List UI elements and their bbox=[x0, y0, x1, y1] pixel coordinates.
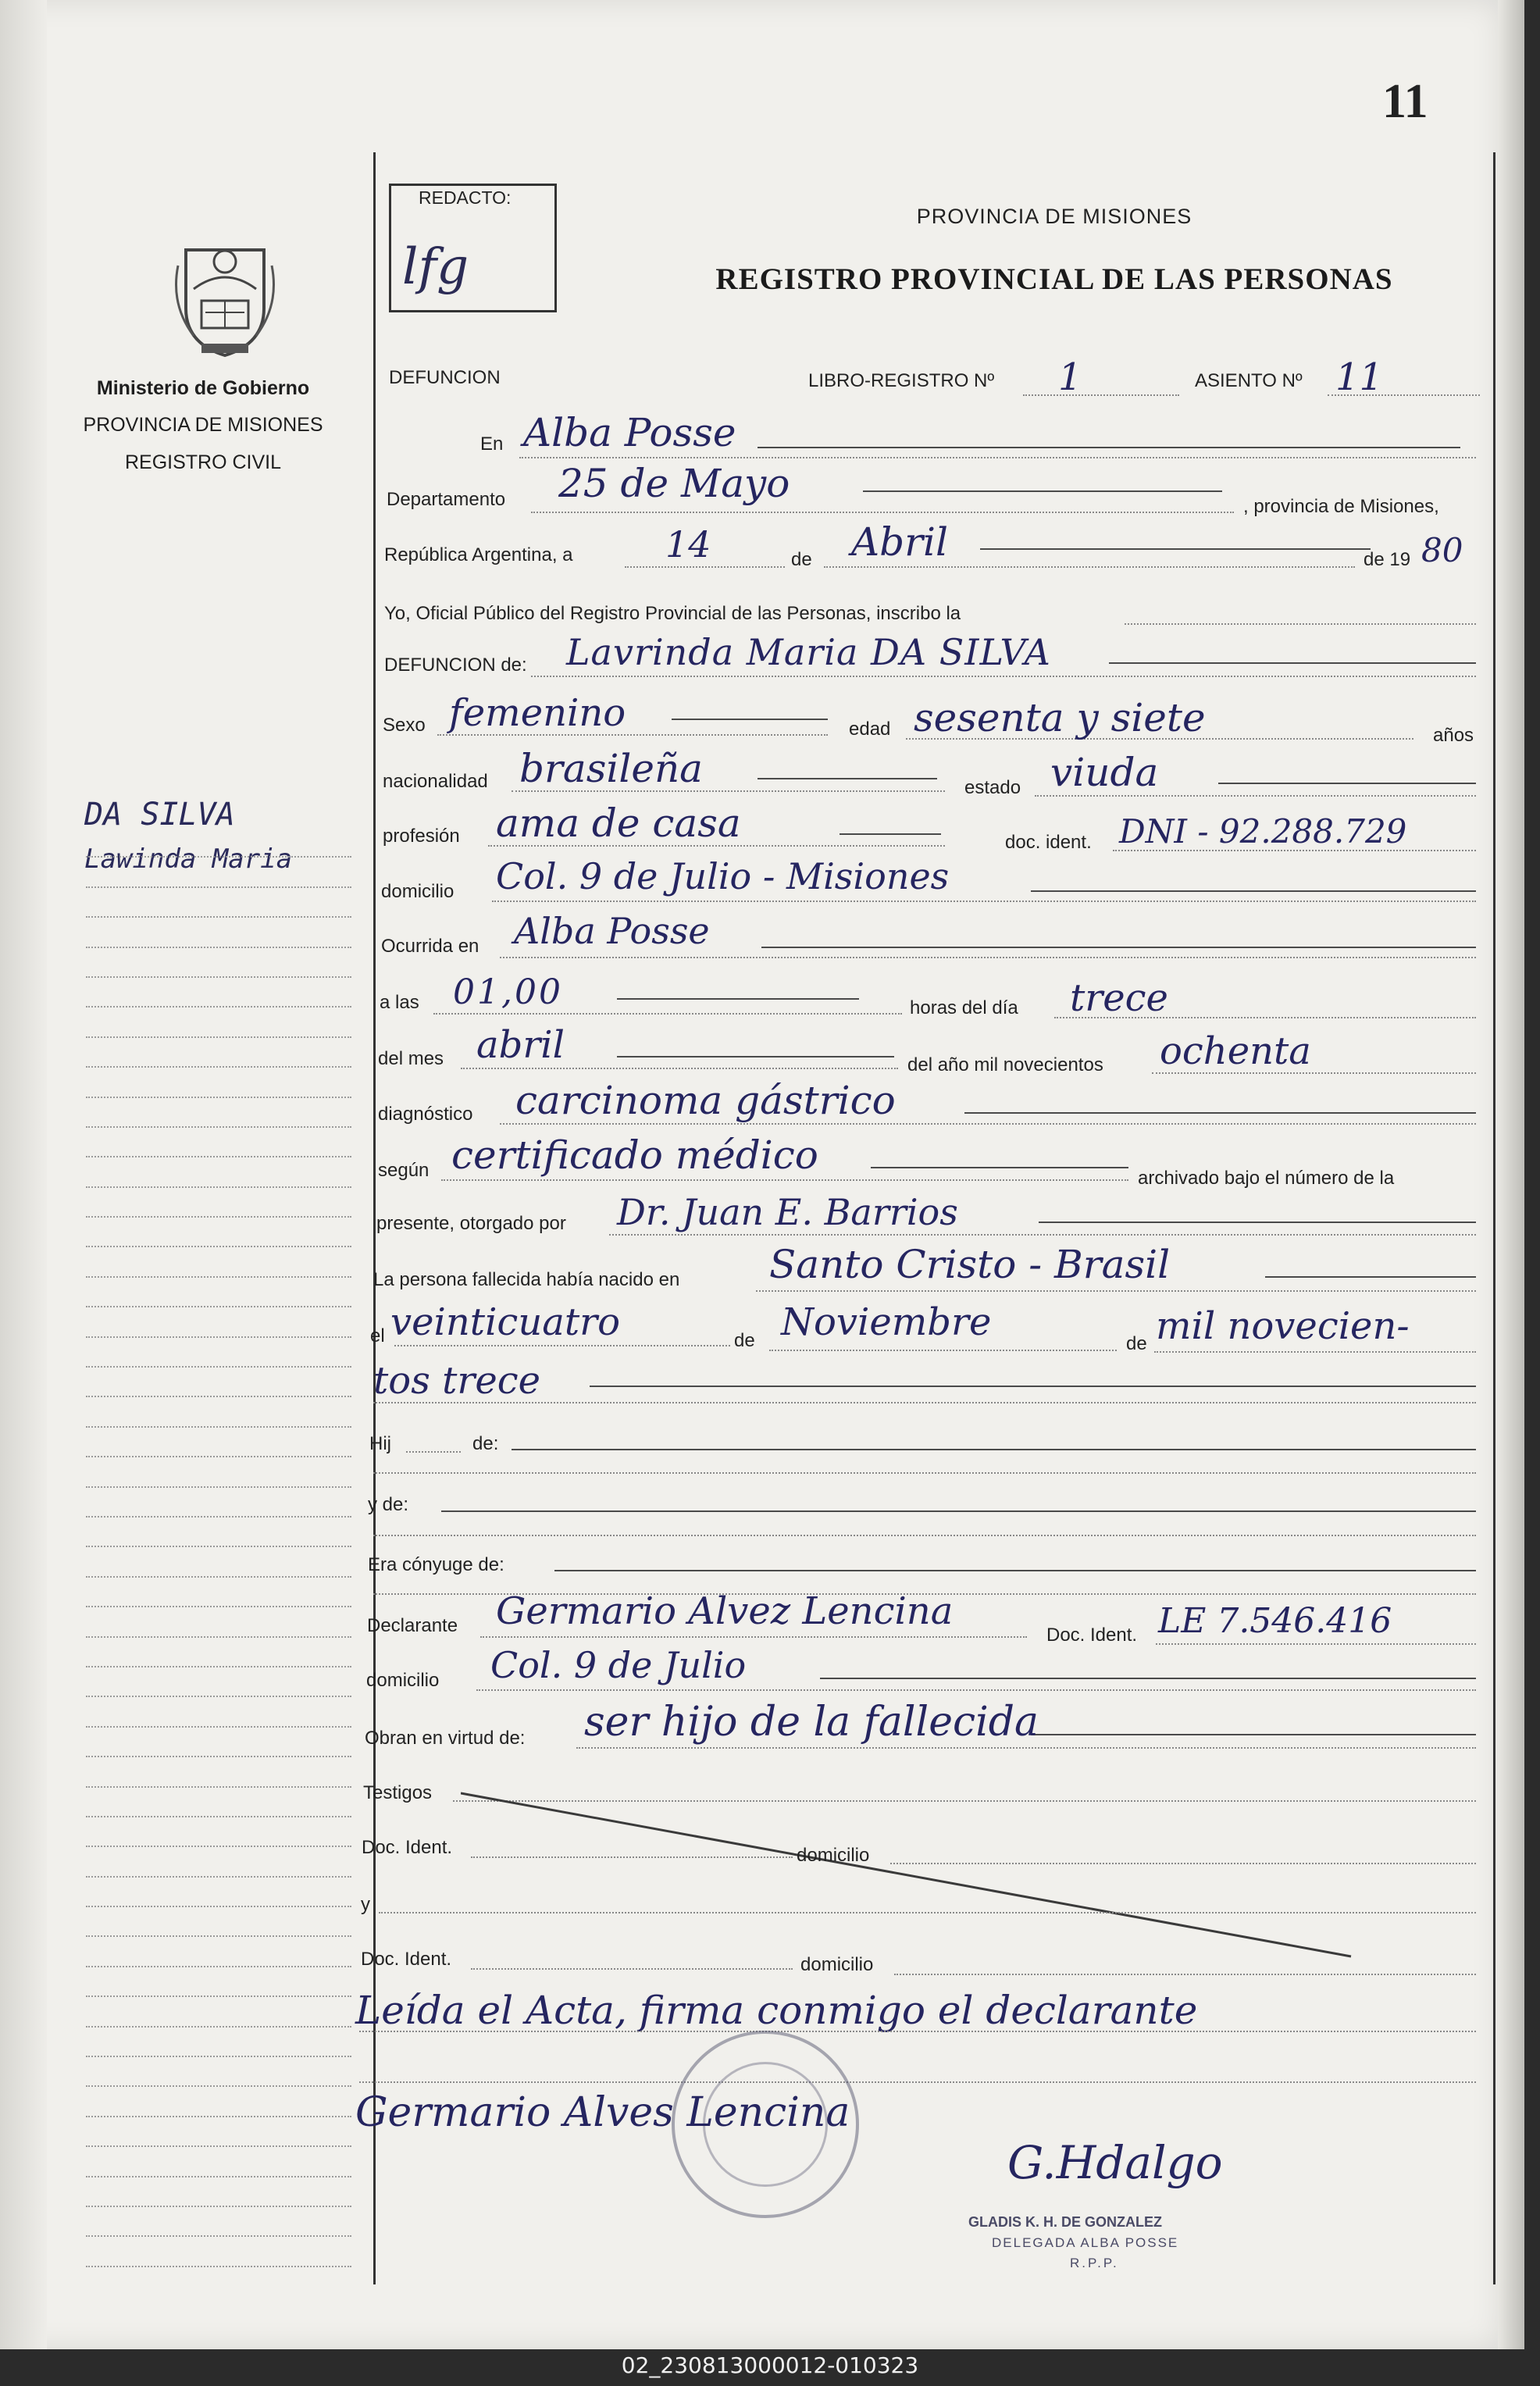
margin-given-names: Lawinda Maria bbox=[84, 843, 293, 875]
diagnostico-stroke bbox=[964, 1112, 1476, 1114]
ministry-registry: REGISTRO CIVIL bbox=[124, 451, 282, 473]
officer-stamp-line-1: GLADIS K. H. DE GONZALEZ bbox=[968, 2214, 1163, 2230]
mes-stroke bbox=[980, 548, 1371, 550]
nac-dia-value: veinticuatro bbox=[390, 1300, 620, 1344]
test2-doc-line bbox=[471, 1968, 793, 1970]
libro-line bbox=[1023, 394, 1179, 396]
ano-value: 80 bbox=[1421, 531, 1463, 569]
mes-texto-value: abril bbox=[476, 1023, 565, 1067]
conyuge-label: Era cónyuge de: bbox=[368, 1554, 504, 1575]
obran-value: ser hijo de la fallecida bbox=[584, 1699, 1039, 1746]
departamento-value: 25 de Mayo bbox=[558, 461, 790, 506]
en-stroke bbox=[758, 447, 1460, 448]
conyuge-line-1 bbox=[554, 1570, 1476, 1571]
otorgado-stroke bbox=[1039, 1222, 1476, 1223]
defuncion-de-label: DEFUNCION de: bbox=[384, 654, 527, 676]
asiento-value: 11 bbox=[1335, 355, 1384, 399]
image-id-caption: 02_230813000012-010323 bbox=[621, 2352, 919, 2378]
presente-label: presente, otorgado por bbox=[376, 1213, 566, 1234]
margin-lines bbox=[86, 828, 351, 2267]
a-las-label: a las bbox=[380, 992, 419, 1013]
profesion-value: ama de casa bbox=[496, 801, 741, 846]
y-de-line-2 bbox=[373, 1535, 1476, 1536]
officer-stamp-line-2: DELEGADA ALBA POSSE bbox=[992, 2235, 1179, 2250]
departamento-label: Departamento bbox=[387, 489, 506, 510]
hij-de-label: de: bbox=[472, 1433, 499, 1454]
mes-texto-stroke bbox=[617, 1056, 894, 1057]
ministry-label: Ministerio de Gobierno bbox=[96, 377, 310, 399]
ano-texto-value: ochenta bbox=[1160, 1029, 1311, 1073]
ocurrida-stroke bbox=[761, 947, 1476, 948]
hora-line bbox=[433, 1013, 902, 1015]
test-y-label: y bbox=[361, 1894, 370, 1915]
decl-doc-label: Doc. Ident. bbox=[1046, 1625, 1138, 1646]
nac-ano-line bbox=[1154, 1351, 1476, 1353]
ocurrida-value: Alba Posse bbox=[514, 910, 710, 952]
nacido-label: La persona fallecida había nacido en bbox=[373, 1269, 680, 1290]
page-edge bbox=[1498, 0, 1524, 2349]
libro-value: 1 bbox=[1058, 355, 1082, 399]
nombre-line bbox=[531, 676, 1476, 677]
decl-domicilio-stroke bbox=[820, 1678, 1476, 1679]
otorgado-line bbox=[609, 1234, 1476, 1236]
nacido-stroke bbox=[1265, 1276, 1476, 1278]
test2-domicilio-label: domicilio bbox=[800, 1954, 874, 1975]
en-line bbox=[519, 457, 1476, 458]
nac-ano-value-2: tos trece bbox=[373, 1359, 541, 1403]
hij-label: Hij bbox=[369, 1433, 391, 1454]
nac-mes-value: Noviembre bbox=[781, 1300, 992, 1344]
obran-stroke bbox=[1031, 1734, 1476, 1735]
nacionalidad-stroke bbox=[758, 778, 937, 779]
mes-value: Abril bbox=[851, 519, 948, 565]
segun-value: certificado médico bbox=[451, 1132, 818, 1178]
test1-domicilio-line bbox=[890, 1863, 1476, 1864]
mes-line bbox=[824, 566, 1355, 568]
otorgado-value: Dr. Juan E. Barrios bbox=[617, 1191, 958, 1233]
decl-domicilio-value: Col. 9 de Julio bbox=[490, 1644, 747, 1686]
sexo-label: Sexo bbox=[383, 715, 426, 736]
test2-line bbox=[379, 1912, 1476, 1913]
test1-doc-line bbox=[471, 1856, 793, 1858]
edad-label: edad bbox=[849, 719, 891, 740]
page-number: 11 bbox=[1382, 75, 1428, 128]
test2-doc-label: Doc. Ident. bbox=[361, 1949, 452, 1970]
hora-value: 01,00 bbox=[453, 972, 563, 1012]
redacto-label: REDACTO: bbox=[419, 187, 512, 208]
nacionalidad-value: brasileña bbox=[519, 746, 703, 791]
ocurrida-label: Ocurrida en bbox=[381, 936, 479, 957]
diagnostico-value: carcinoma gástrico bbox=[515, 1078, 896, 1123]
de-label: de bbox=[791, 549, 812, 570]
domicilio-stroke bbox=[1031, 890, 1476, 892]
nac-de2-label: de bbox=[1126, 1333, 1147, 1354]
closing-line-2 bbox=[359, 2081, 1476, 2083]
decl-doc-value: LE 7.546.416 bbox=[1158, 1601, 1392, 1641]
departamento-line bbox=[531, 512, 1234, 513]
nac-mes-line bbox=[769, 1350, 1117, 1351]
right-rule bbox=[1493, 152, 1495, 2284]
oficial-line bbox=[1125, 623, 1476, 625]
el-label: el bbox=[370, 1325, 385, 1346]
doc-ident-value: DNI - 92.288.729 bbox=[1119, 812, 1407, 851]
test2-domicilio-line bbox=[894, 1974, 1476, 1975]
mes-texto-line bbox=[461, 1068, 898, 1069]
ano-label: de 19 bbox=[1364, 549, 1411, 570]
archivado-label: archivado bajo el número de la bbox=[1138, 1168, 1395, 1189]
declarante-line bbox=[480, 1636, 1027, 1638]
dia-texto-value: trece bbox=[1070, 976, 1168, 1020]
nacido-value: Santo Cristo - Brasil bbox=[769, 1242, 1171, 1287]
nac-ano2-stroke bbox=[590, 1386, 1476, 1387]
provincia-label: , provincia de Misiones, bbox=[1243, 496, 1439, 517]
deceased-name: Lavrinda Maria DA SILVA bbox=[566, 631, 1051, 673]
registry-title: REGISTRO PROVINCIAL DE LAS PERSONAS bbox=[715, 262, 1393, 296]
profesion-label: profesión bbox=[383, 826, 460, 847]
estado-line bbox=[1035, 795, 1476, 797]
ocurrida-line bbox=[500, 957, 1476, 958]
segun-line bbox=[441, 1179, 1128, 1181]
estado-stroke bbox=[1218, 783, 1476, 784]
nacionalidad-label: nacionalidad bbox=[383, 771, 488, 792]
obran-label: Obran en virtud de: bbox=[365, 1728, 526, 1749]
decl-domicilio-label: domicilio bbox=[366, 1670, 440, 1691]
nacido-line bbox=[756, 1290, 1476, 1292]
nac-dia-line bbox=[394, 1345, 730, 1346]
nac-de-label: de bbox=[734, 1330, 755, 1351]
sexo-stroke bbox=[672, 719, 828, 720]
officer-stamp-line-3: R.P.P. bbox=[1070, 2256, 1119, 2270]
test1-domicilio-label: domicilio bbox=[797, 1845, 870, 1866]
cancel-stroke bbox=[461, 1789, 1359, 1960]
hora-stroke bbox=[617, 998, 859, 1000]
header-province: PROVINCIA DE MISIONES bbox=[916, 205, 1192, 228]
diagnostico-line bbox=[500, 1123, 1476, 1125]
nombre-stroke bbox=[1109, 662, 1476, 664]
hij-line-2 bbox=[373, 1472, 1476, 1474]
y-de-label: y de: bbox=[368, 1494, 409, 1515]
segun-label: según bbox=[378, 1160, 430, 1181]
nac-ano2-line bbox=[373, 1402, 1476, 1403]
decl-doc-line bbox=[1156, 1643, 1476, 1645]
sexo-value: femenino bbox=[449, 691, 626, 735]
republica-label: República Argentina, a bbox=[384, 544, 573, 565]
decl-domicilio-line bbox=[476, 1689, 1476, 1691]
estado-label: estado bbox=[964, 777, 1021, 798]
diagnostico-label: diagnóstico bbox=[378, 1104, 473, 1125]
coat-of-arms-icon bbox=[170, 234, 280, 359]
libro-label: LIBRO-REGISTRO Nº bbox=[808, 370, 995, 391]
dia-value: 14 bbox=[665, 523, 711, 565]
margin-surname: DA SILVA bbox=[84, 797, 235, 833]
test1-doc-label: Doc. Ident. bbox=[362, 1837, 453, 1858]
anos-label: años bbox=[1433, 725, 1474, 746]
closing-line bbox=[359, 2031, 1476, 2032]
en-label: En bbox=[480, 433, 504, 455]
testigos-label: Testigos bbox=[363, 1782, 433, 1803]
horas-label: horas del día bbox=[910, 997, 1018, 1018]
closing-statement: Leída el Acta, firma conmigo el declarante bbox=[355, 1988, 1198, 2033]
record-type-label: DEFUNCION bbox=[389, 367, 501, 388]
declarante-value: Germario Alvez Lencina bbox=[496, 1589, 954, 1633]
asiento-label: ASIENTO Nº bbox=[1195, 370, 1303, 391]
en-value: Alba Posse bbox=[523, 410, 736, 455]
domicilio-value: Col. 9 de Julio - Misiones bbox=[496, 855, 950, 897]
dia-line bbox=[625, 566, 785, 568]
estado-value: viuda bbox=[1050, 750, 1159, 795]
obran-line bbox=[576, 1747, 1476, 1749]
del-mes-label: del mes bbox=[378, 1048, 444, 1069]
page-binding bbox=[0, 0, 47, 2349]
hij-line-1 bbox=[512, 1449, 1476, 1450]
departamento-stroke bbox=[863, 490, 1222, 492]
segun-stroke bbox=[871, 1167, 1128, 1168]
officer-signature: G.Hdalgo bbox=[1007, 2136, 1223, 2189]
declarant-signature: Germario Alves Lencina bbox=[355, 2089, 850, 2136]
nac-ano-value-1: mil novecien- bbox=[1156, 1304, 1410, 1348]
doc-ident-label: doc. ident. bbox=[1005, 832, 1092, 853]
del-ano-label: del año mil novecientos bbox=[907, 1054, 1103, 1075]
domicilio-label: domicilio bbox=[381, 881, 455, 902]
ministry-province: PROVINCIA DE MISIONES bbox=[83, 414, 323, 436]
redacto-initials: lfg bbox=[402, 238, 469, 296]
y-de-line-1 bbox=[441, 1510, 1476, 1512]
hij-dots bbox=[406, 1451, 461, 1453]
edad-value: sesenta y siete bbox=[914, 695, 1206, 740]
declarante-label: Declarante bbox=[367, 1615, 458, 1636]
oficial-statement: Yo, Oficial Público del Registro Provincial de las Personas, inscribo la bbox=[384, 603, 961, 624]
profesion-stroke bbox=[840, 833, 941, 835]
domicilio-line bbox=[492, 901, 1476, 902]
